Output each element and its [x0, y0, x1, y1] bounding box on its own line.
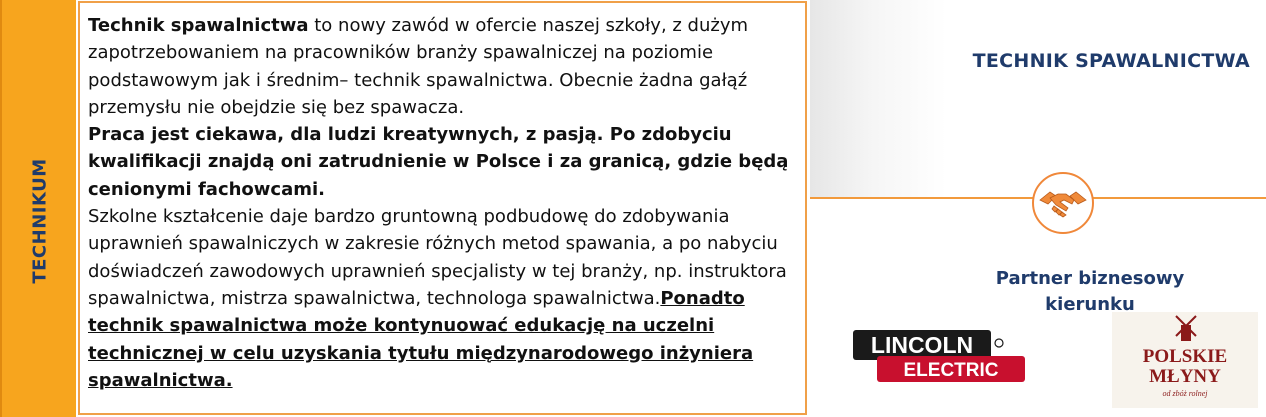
handshake-icon	[1032, 172, 1094, 234]
description-box	[78, 1, 807, 415]
lincoln-electric-logo	[853, 330, 1025, 384]
intro-bold: Technik spawalnictwa	[88, 15, 309, 36]
partner-line-2: kierunku	[1045, 294, 1135, 315]
polskie-mlyny-logo	[1112, 312, 1258, 408]
intro-text: to nowy zawód w ofercie naszej szkoły, z dużym zapotrzebowaniem na pracowników branży spawalniczej na poziomie podstawowym jak i średnim– technik spawalnictwa. Obecnie żadna gałąź przemysłu nie obejdzie się bez spawacza.	[88, 15, 749, 118]
title-panel	[810, 0, 1266, 197]
sidebar-label: TECHNIKUM	[29, 158, 51, 284]
lincoln-top-text: LINCOLN	[870, 332, 974, 358]
paragraph-intro	[88, 12, 805, 121]
sidebar-technikum	[0, 0, 76, 417]
paragraph-education	[88, 203, 805, 394]
lincoln-bottom-text: ELECTRIC	[903, 360, 999, 381]
education-text: Szkolne kształcenie daje bardzo gruntowną podbudowę do zdobywania uprawnień spawalniczych w zakresie różnych metod spawania, a po nabyciu doświadczeń zawodowych uprawnień specjalisty w tej branży, np. instruktora spawalnictwa, mistrza spawalnictwa, technologa spawalnictwa.	[88, 206, 787, 309]
paragraph-career: Praca jest ciekawa, dla ludzi kreatywnych, z pasją. Po zdobyciu kwalifikacji znajdą oni zatrudnienie w Polsce i za granicą, gdzie będą cenionymi fachowcami.	[88, 124, 789, 200]
mlyny-tagline: od zbóż rolnej	[1162, 389, 1208, 398]
partner-caption	[960, 266, 1220, 318]
mlyny-line-2: MŁYNY	[1149, 366, 1221, 387]
mlyny-line-1: POLSKIE	[1142, 346, 1228, 367]
windmill-icon	[1176, 316, 1196, 340]
partner-line-1: Partner biznesowy	[995, 268, 1185, 289]
education-underlined: Ponadto technik spawalnictwa może kontynuować edukację na uczelni technicznej w celu uzyskania tytułu międzynarodowego inżyniera spawalnictwa.	[88, 287, 754, 391]
page-title: TECHNIK SPAWALNICTWA	[972, 50, 1250, 72]
